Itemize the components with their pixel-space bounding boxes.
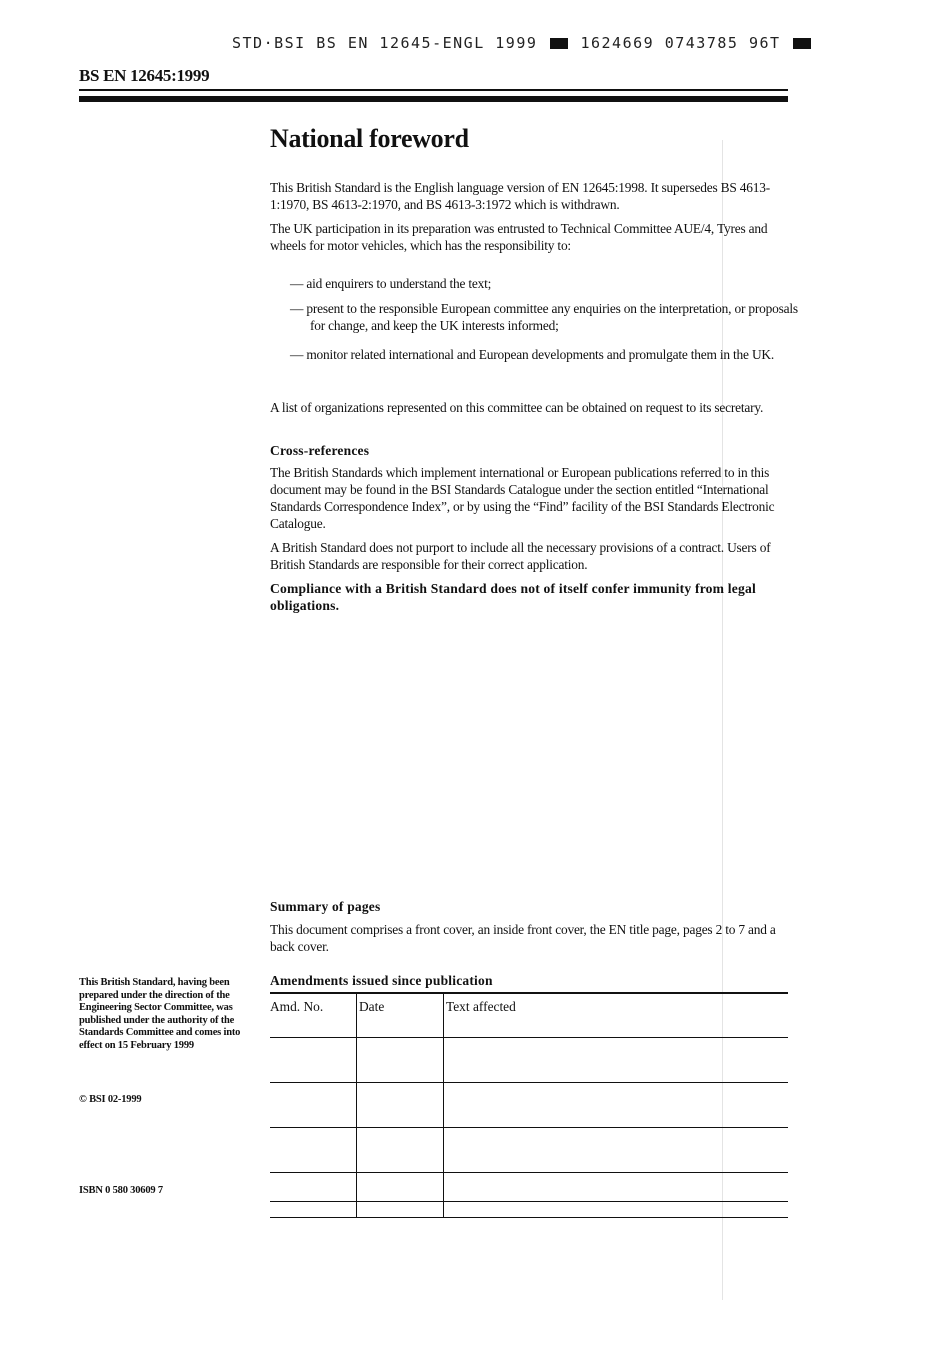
responsibility-bullet: — present to the responsible European committee any enquiries on the interpretation, or proposals for change, and keep the UK interests informed;: [290, 301, 798, 333]
column-header-amd-no: Amd. No.: [270, 993, 357, 1038]
table-cell: [444, 1173, 789, 1218]
table-cell: [357, 1128, 444, 1173]
table-row: [270, 1038, 788, 1083]
column-header-date: Date: [357, 993, 444, 1038]
table-cell: [357, 1083, 444, 1128]
page-title: National foreword: [270, 124, 469, 153]
table-cell: [357, 1038, 444, 1083]
table-cell: [270, 1128, 357, 1173]
cross-references-paragraph-2: A British Standard does not purport to include all the necessary provisions of a contract. Users of British Standards are responsible for their correct application.: [270, 540, 771, 572]
amendments-table: [270, 993, 788, 1218]
summary-heading: Summary of pages: [270, 899, 381, 914]
header-rule-thin: [79, 89, 788, 91]
scan-block-mark: [550, 38, 568, 49]
scan-header: [232, 34, 813, 52]
header-rule-thick: [79, 96, 788, 102]
scan-block-mark: [793, 38, 811, 49]
table-cell: [444, 1083, 789, 1128]
table-row: [270, 1173, 788, 1218]
summary-text: This document comprises a front cover, an inside front cover, the EN title page, pages 2 to 7 and a back cover.: [270, 922, 776, 954]
column-header-text-affected: Text affected: [444, 993, 789, 1038]
scan-header-text-left: STD·BSI BS EN 12645-ENGL 1999: [232, 34, 538, 52]
table-cell: [444, 1038, 789, 1083]
table-header-row: [270, 993, 788, 1038]
table-cell: [357, 1173, 444, 1218]
table-cell: [270, 1173, 357, 1218]
amendments-heading: Amendments issued since publication: [270, 973, 493, 988]
table-cell: [270, 1083, 357, 1128]
foreword-paragraph-3: A list of organizations represented on this committee can be obtained on request to its secretary.: [270, 400, 764, 415]
table-row: [270, 1128, 788, 1173]
document-id: BS EN 12645:1999: [79, 66, 210, 85]
foreword-paragraph-1: This British Standard is the English language version of EN 12645:1998. It supersedes BS 4613-1:1970, BS 4613-2:1970, and BS 4613-3:1972 which is withdrawn.: [270, 180, 771, 212]
table-row: [270, 1083, 788, 1128]
compliance-statement: Compliance with a British Standard does not of itself confer immunity from legal obligations.: [270, 581, 756, 613]
sidebar-isbn: ISBN 0 580 30609 7: [79, 1185, 163, 1196]
responsibility-bullet: — monitor related international and European developments and promulgate them in the UK.: [290, 347, 775, 362]
scan-header-text-mid: 1624669 0743785 96T: [580, 34, 781, 52]
responsibility-bullet: — aid enquirers to understand the text;: [290, 276, 492, 291]
cross-references-heading: Cross-references: [270, 443, 370, 458]
foreword-paragraph-2: The UK participation in its preparation was entrusted to Technical Committee AUE/4, Tyres and wheels for motor vehicles, which has the responsibility to:: [270, 221, 768, 253]
cross-references-paragraph-1: The British Standards which implement international or European publications referred to in this document may be found in the BSI Standards Catalogue under the section entitled “International Standards Correspondence Index”, or by using the “Find” facility of the BSI Standards Electronic Catalogue.: [270, 465, 775, 531]
sidebar-publication-note: This British Standard, having been prepared under the direction of the Engineering Sector Committee, was published under the authority of the Standards Committee and comes into effect on 15 February 1999: [79, 977, 241, 1051]
sidebar-copyright: © BSI 02-1999: [79, 1094, 142, 1105]
bottom-rule: [270, 1201, 788, 1202]
table-cell: [270, 1038, 357, 1083]
table-cell: [444, 1128, 789, 1173]
